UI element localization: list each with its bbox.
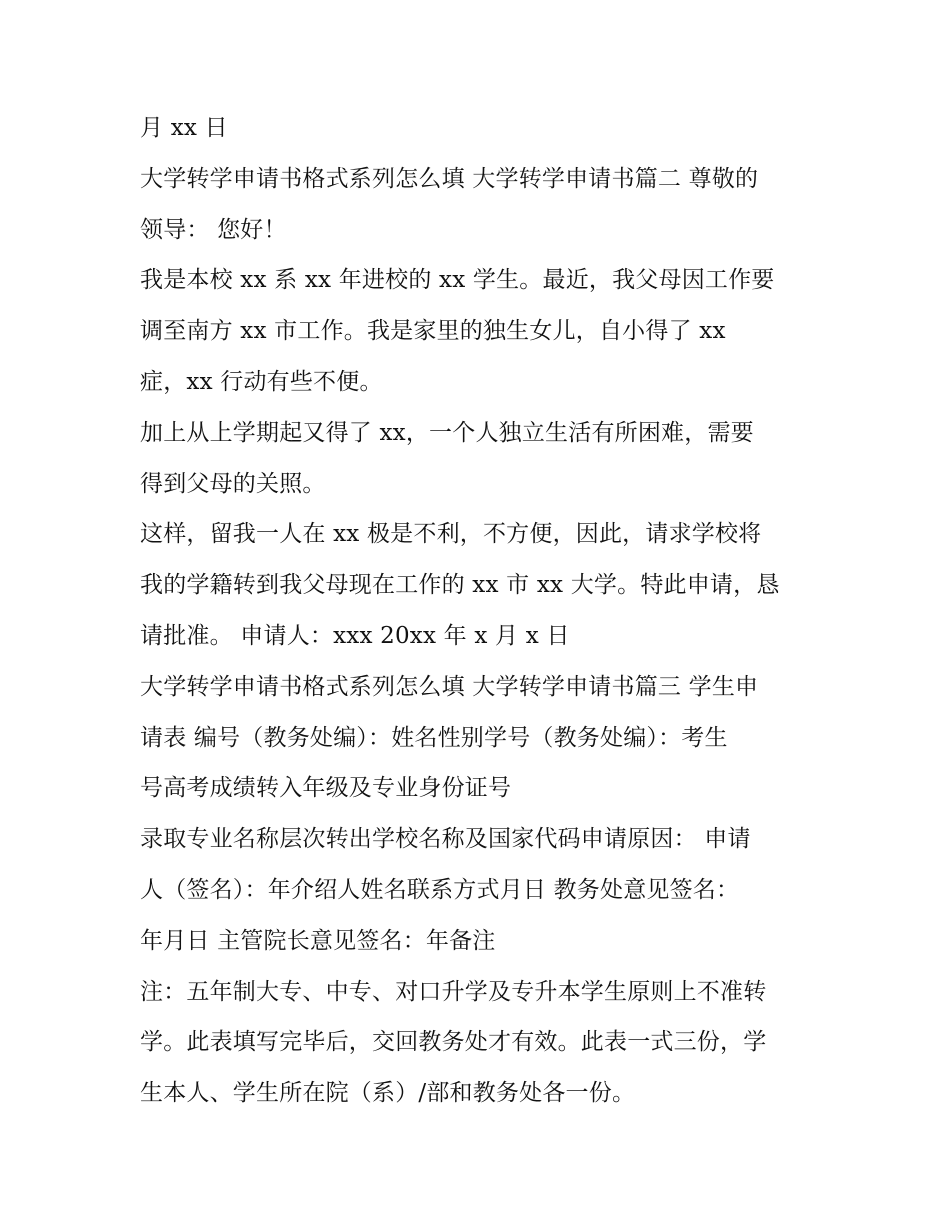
text-line: 录取专业名称层次转出学校名称及国家代码申请原因： 申请 xyxy=(140,826,751,853)
text-line: 年月日 主管院长意见签名：年备注 xyxy=(140,927,496,954)
text-line: 得到父母的关照。 xyxy=(140,470,326,497)
text-line: 调至南方 xx 市工作。我是家里的独生女儿，自小得了 xx xyxy=(140,318,726,345)
text-line: 我的学籍转到我父母现在工作的 xx 市 xx 大学。特此申请，恳 xyxy=(140,572,780,599)
text-line: 大学转学申请书格式系列怎么填 大学转学申请书篇三 学生申 xyxy=(140,673,759,700)
text-line: 注：五年制大专、中专、对口升学及专升本学生原则上不准转 xyxy=(140,978,767,1005)
text-line: 症，xx 行动有些不便。 xyxy=(140,368,383,395)
document-body xyxy=(140,103,820,1119)
text-line: 学。此表填写完毕后，交回教务处才有效。此表一式三份，学 xyxy=(140,1029,767,1056)
text-line: 月 xx 日 xyxy=(140,115,228,141)
text-line: 生本人、学生所在院（系）/部和教务处各一份。 xyxy=(140,1080,636,1107)
text-line: 请表 编号（教务处编）：姓名性别学号（教务处编）：考生 xyxy=(140,724,728,751)
text-line: 这样，留我一人在 xx 极是不利，不方便，因此，请求学校将 xyxy=(140,521,762,548)
text-line: 领导： 您好！ xyxy=(140,216,287,243)
text-line: 号高考成绩转入年级及专业身份证号 xyxy=(140,775,512,802)
text-line: 加上从上学期起又得了 xx，一个人独立生活有所困难，需要 xyxy=(140,419,754,446)
text-line: 大学转学申请书格式系列怎么填 大学转学申请书篇二 尊敬的 xyxy=(140,165,759,192)
text-line: 人（签名）：年介绍人姓名联系方式月日 教务处意见签名： xyxy=(140,876,740,903)
text-line: 我是本校 xx 系 xx 年进校的 xx 学生。最近，我父母因工作要 xyxy=(140,267,775,294)
text-line: 请批准。 申请人：xxx 20xx 年 x 月 x 日 xyxy=(140,622,570,649)
